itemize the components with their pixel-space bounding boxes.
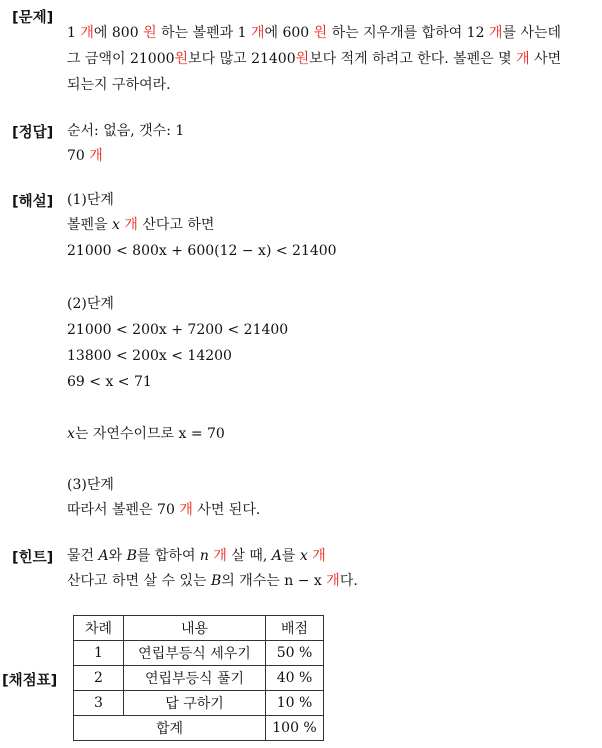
row-order: 3 [74,691,124,716]
hint-label: [힌트] [12,550,54,566]
row-content: 연립부등식 세우기 [124,641,266,666]
answer-line-2: 70 개 [67,148,103,164]
row-content: 답 구하기 [124,691,266,716]
row-points: 40 % [266,666,324,691]
total-value: 100 % [266,716,324,741]
table-row [74,641,324,666]
solution-label: [해설] [12,194,54,210]
row-content: 연립부등식 풀기 [124,666,266,691]
score-label: [채점표] [2,673,58,689]
row-points: 10 % [266,691,324,716]
row-order: 1 [74,641,124,666]
solution-equation-4: 69 < x < 71 [67,374,152,390]
table-row [74,691,324,716]
problem-line-1: 1 개에 800 원 하는 볼펜과 1 개에 600 원 하는 지우개를 합하여 12 개를 사는데 [67,25,562,41]
header-content: 내용 [124,616,266,641]
solution-step-1: (1)단계 [67,192,114,208]
table-row [74,666,324,691]
total-label: 합계 [74,716,266,741]
problem-line-2: 그 금액이 21000원보다 많고 21400원보다 적게 하려고 한다. 볼펜은 몇 개 사면 [67,51,562,67]
solution-equation-3: 13800 < 200x < 14200 [67,348,232,364]
score-table [73,615,324,741]
row-points: 50 % [266,641,324,666]
answer-label: [정답] [12,125,54,141]
solution-final: 따라서 볼펜은 70 개 사면 된다. [67,502,261,518]
score-table-header [74,616,324,641]
hint-line-1: 물건 A와 B를 합하여 n 개 살 때, A를 x 개 [67,548,326,564]
table-total-row [74,716,324,741]
hint-line-2: 산다고 하면 살 수 있는 B의 개수는 n − x 개다. [67,573,358,589]
row-order: 2 [74,666,124,691]
solution-equation-2: 21000 < 200x + 7200 < 21400 [67,322,289,338]
solution-step-1-text: 볼펜을 x 개 산다고 하면 [67,217,215,233]
solution-equation-1: 21000 < 800x + 600(12 − x) < 21400 [67,243,337,259]
problem-line-3: 되는지 구하여라. [67,77,171,93]
solution-step-3: (3)단계 [67,477,114,493]
answer-line-1: 순서: 없음, 갯수: 1 [67,123,185,139]
solution-conclusion: x는 자연수이므로 x = 70 [67,426,225,442]
header-order: 차례 [74,616,124,641]
header-points: 배점 [266,616,324,641]
solution-step-2: (2)단계 [67,296,114,312]
problem-label: [문제] [12,10,54,26]
